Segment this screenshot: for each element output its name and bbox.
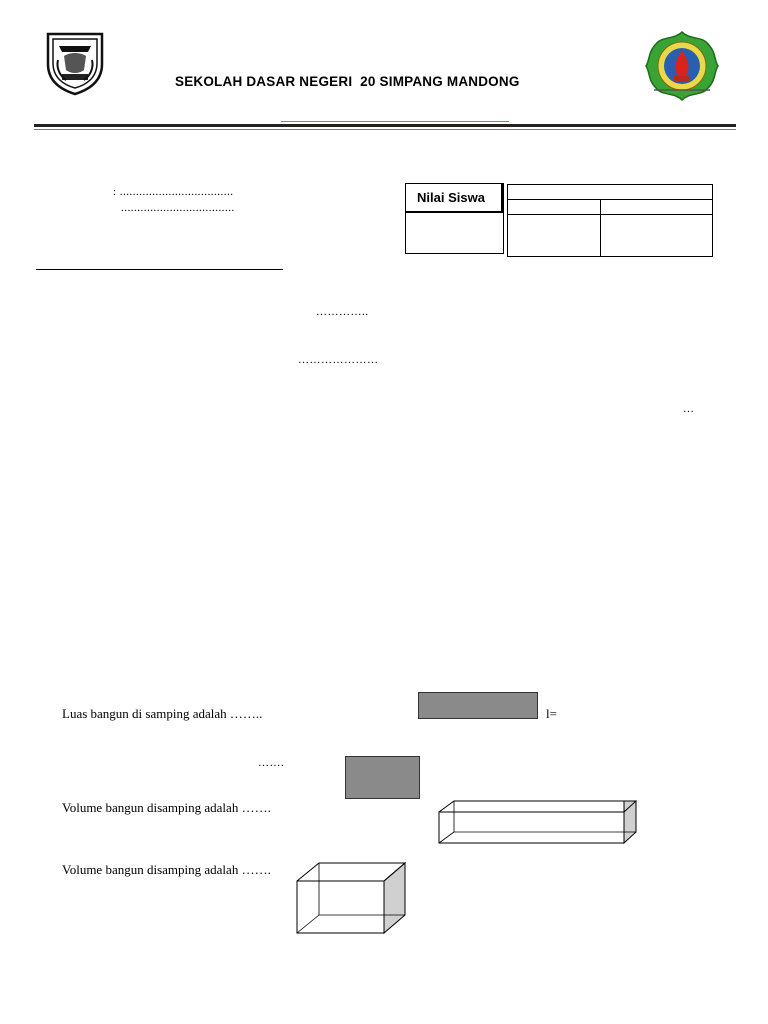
rectangle-shape	[418, 692, 538, 719]
section-underline	[36, 269, 283, 270]
answer-blank-a: …………..	[316, 306, 369, 318]
answer-blank-c: …	[683, 403, 695, 415]
school-title: SEKOLAH DASAR NEGERI 20 SIMPANG MANDONG	[175, 74, 520, 89]
header-rule-thick	[34, 124, 736, 127]
score-grid-column-divider	[600, 199, 601, 257]
answer-blank-d: …….	[258, 757, 285, 769]
question-volume-2: Volume bangun disamping adalah …….	[62, 862, 271, 877]
regency-emblem-logo	[44, 30, 106, 96]
question-volume-1: Volume bangun disamping adalah …….	[62, 800, 271, 815]
square-shape	[345, 756, 420, 799]
identity-blank-1: : ...................................	[113, 186, 234, 198]
score-grid	[507, 184, 713, 257]
cube-shape	[295, 861, 407, 935]
header-rule-thin	[34, 129, 736, 130]
identity-blank-2: ...................................	[121, 202, 235, 214]
header-accent-line	[281, 121, 509, 122]
score-box	[405, 183, 504, 254]
score-grid-divider-2	[508, 214, 712, 215]
cuboid-shape	[436, 798, 642, 846]
score-grid-divider-1	[508, 199, 712, 200]
question-luas-side-label: l=	[546, 706, 557, 721]
question-luas: Luas bangun di samping adalah ……..	[62, 706, 263, 721]
school-emblem-logo	[644, 30, 720, 102]
answer-blank-b: …………………	[298, 354, 379, 366]
score-box-label: Nilai Siswa	[406, 184, 503, 213]
